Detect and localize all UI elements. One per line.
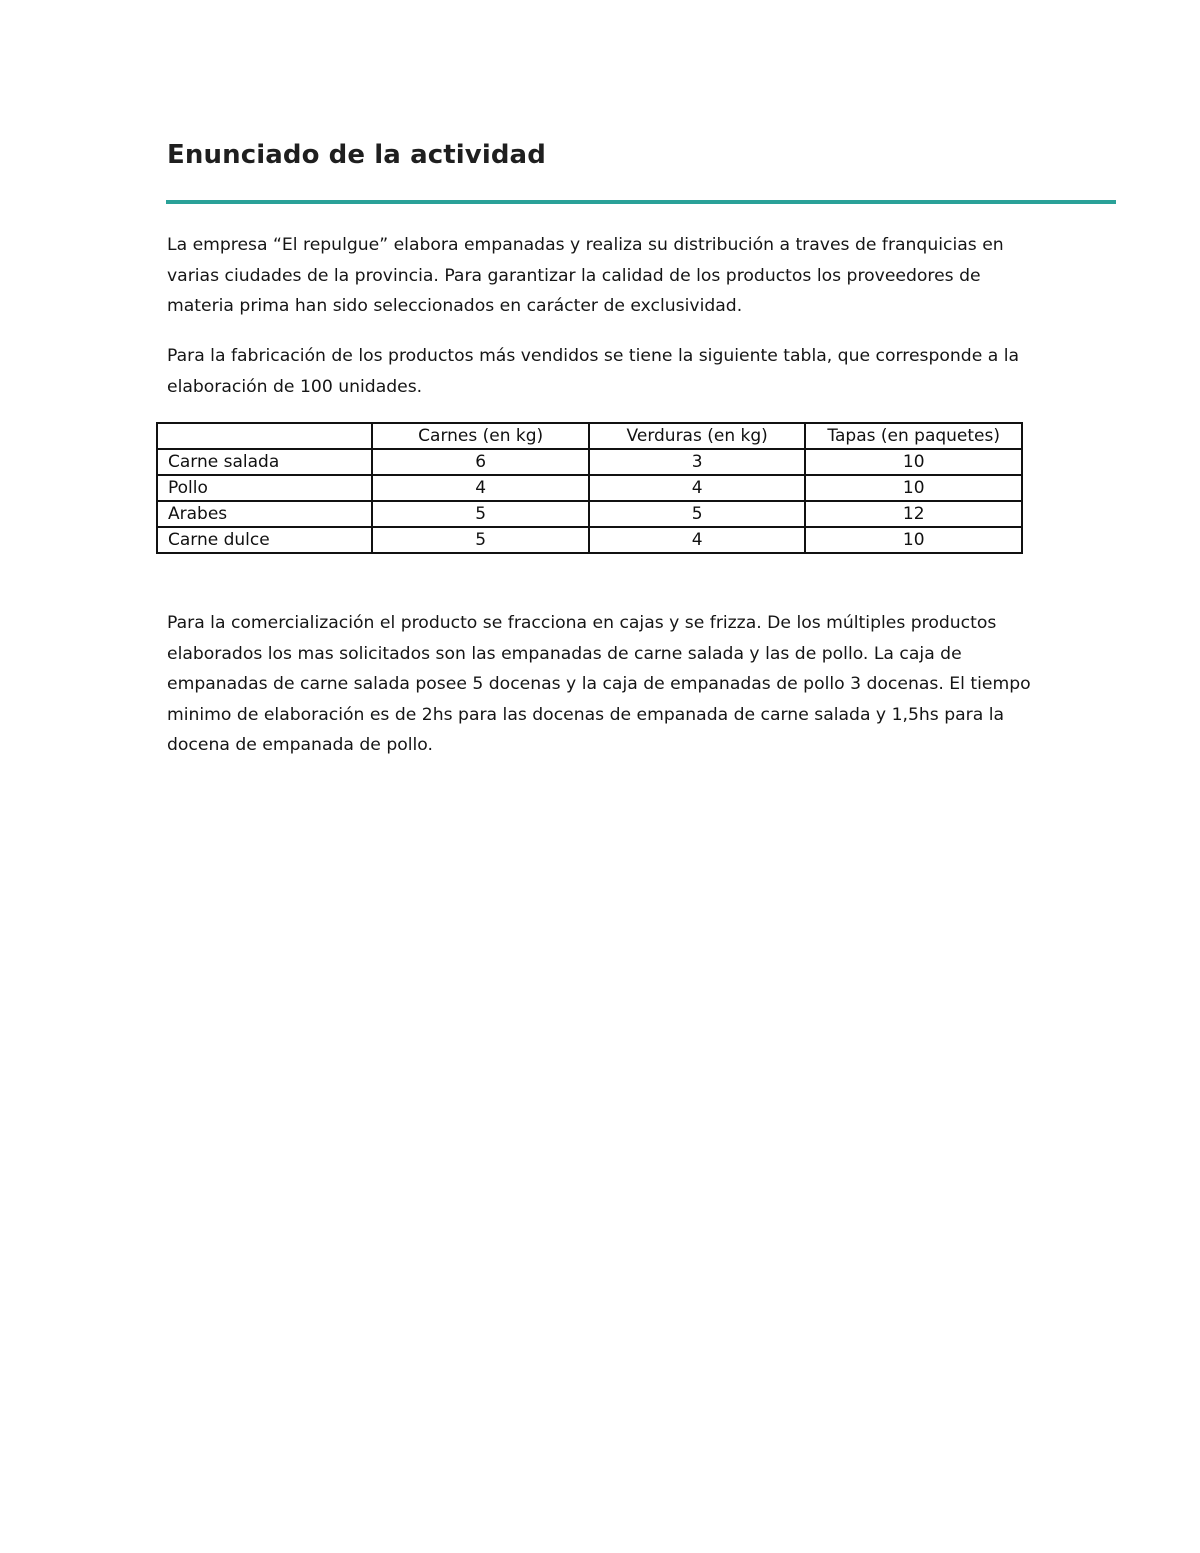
table-cell: 10 [805, 475, 1022, 501]
table-row-label: Carne salada [157, 449, 372, 475]
table-row [157, 501, 1022, 527]
table-header-cell: Carnes (en kg) [372, 423, 588, 449]
table-header-cell: Tapas (en paquetes) [805, 423, 1022, 449]
table-cell: 4 [372, 475, 588, 501]
table-cell: 5 [589, 501, 806, 527]
table-cell: 10 [805, 449, 1022, 475]
paragraph-intro: La empresa “El repulgue” elabora empanadas y realiza su distribución a traves de franquicias en varias ciudades de la provincia. Para garantizar la calidad de los productos los proveedores de materia prima han sido seleccionados en carácter de exclusividad. [167, 235, 1004, 316]
table-cell: 10 [805, 527, 1022, 553]
table-row-label: Carne dulce [157, 527, 372, 553]
table-row-label: Pollo [157, 475, 372, 501]
table-row [157, 527, 1022, 553]
table-header-cell [157, 423, 372, 449]
table-header-cell: Verduras (en kg) [589, 423, 806, 449]
ingredients-table [156, 422, 1023, 554]
table-cell: 4 [589, 527, 806, 553]
title-underline [166, 200, 1116, 204]
table-cell: 3 [589, 449, 806, 475]
table-cell: 6 [372, 449, 588, 475]
page-title: Enunciado de la actividad [167, 140, 546, 170]
table-cell: 4 [589, 475, 806, 501]
table-cell: 12 [805, 501, 1022, 527]
paragraph-commercialization: Para la comercialización el producto se fracciona en cajas y se frizza. De los múltiples productos elaborados los mas solicitados son las empanadas de carne salada y las de pollo. La caja de empanadas de carne salada posee 5 docenas y la caja de empanadas de pollo 3 docenas. El tiempo minimo de elaboración es de 2hs para las docenas de empanada de carne salada y 1,5hs para la docena de empanada de pollo. [167, 613, 1031, 755]
table-row-label: Arabes [157, 501, 372, 527]
table-row [157, 475, 1022, 501]
table-row [157, 449, 1022, 475]
table-cell: 5 [372, 501, 588, 527]
table-header-row [157, 423, 1022, 449]
paragraph-table-intro: Para la fabricación de los productos más vendidos se tiene la siguiente tabla, que corresponde a la elaboración de 100 unidades. [167, 346, 1020, 397]
table-cell: 5 [372, 527, 588, 553]
